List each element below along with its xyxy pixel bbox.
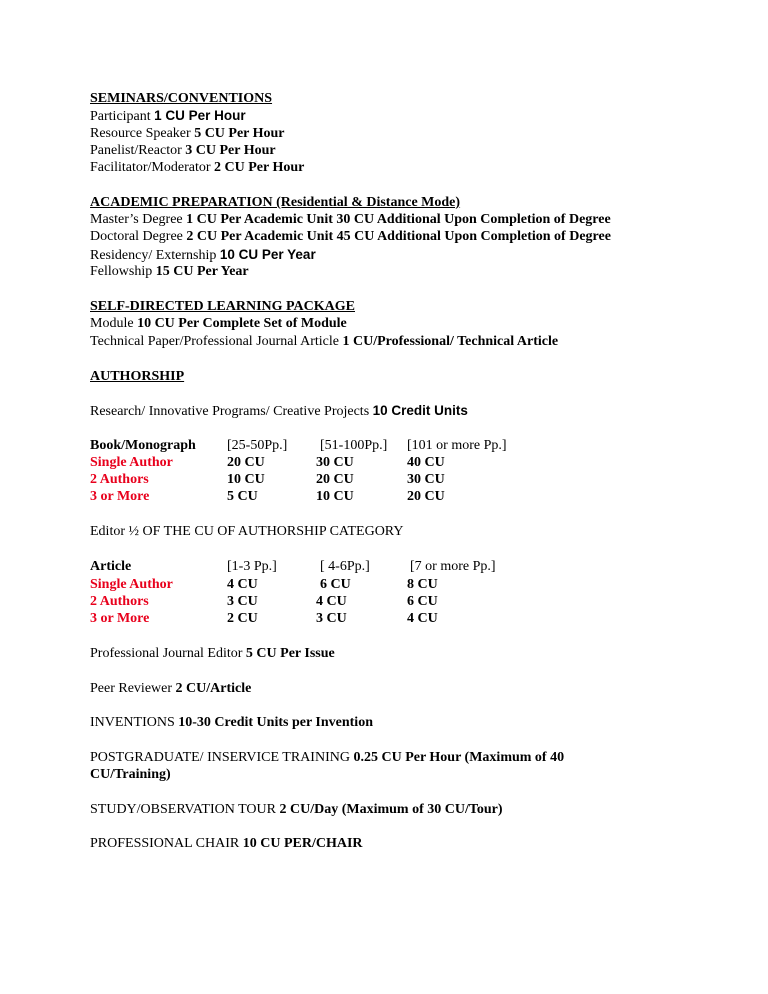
academic-heading: ACADEMIC PREPARATION (Residential & Distance Mode): [90, 195, 461, 210]
postgrad-line: [90, 749, 564, 766]
item-label: Resource Speaker: [90, 126, 191, 141]
journal-editor-line: [90, 645, 335, 662]
item-label: PROFESSIONAL CHAIR: [90, 836, 240, 851]
item-label: Doctoral Degree: [90, 229, 183, 244]
table-cell: 10 CU: [316, 489, 354, 504]
item-value: 10-30 Credit Units per Invention: [178, 715, 373, 730]
academic-item: [90, 246, 316, 264]
item-value: 2 CU Per Hour: [214, 160, 305, 175]
chair-line: [90, 835, 363, 852]
authorship-heading: AUTHORSHIP: [90, 369, 185, 384]
table-cell: 6 CU: [407, 594, 438, 609]
table-cell: 10 CU: [227, 472, 265, 487]
table-cell: 4 CU: [407, 611, 438, 626]
study-tour-line: [90, 801, 503, 818]
inventions-line: [90, 714, 373, 731]
editor-note: Editor ½ OF THE CU OF AUTHORSHIP CATEGORY: [90, 524, 404, 539]
column-header: [ 4-6Pp.]: [320, 559, 370, 574]
seminars-item: [90, 125, 285, 142]
seminars-item: [90, 159, 304, 176]
item-value: 1 CU Per Academic Unit 30 CU Additional Upon Completion of Degree: [186, 212, 611, 227]
column-header: [7 or more Pp.]: [410, 559, 496, 574]
book-table-title: Book/Monograph: [90, 438, 196, 453]
table-cell: 3 CU: [227, 594, 258, 609]
row-label: 3 or More: [90, 611, 150, 626]
item-value: 2 CU Per Academic Unit 45 CU Additional Upon Completion of Degree: [186, 229, 611, 244]
table-cell: 30 CU: [316, 455, 354, 470]
item-label: Master’s Degree: [90, 212, 183, 227]
item-label: Professional Journal Editor: [90, 646, 243, 661]
peer-reviewer-line: [90, 680, 251, 697]
row-label: 3 or More: [90, 489, 150, 504]
table-cell: 40 CU: [407, 455, 445, 470]
item-label: Peer Reviewer: [90, 681, 173, 696]
self-directed-item: [90, 333, 558, 350]
item-label: Panelist/Reactor: [90, 143, 182, 158]
item-label: Research/ Innovative Programs/ Creative Projects: [90, 404, 370, 419]
item-label: Technical Paper/Professional Journal Article: [90, 334, 339, 349]
item-value: 15 CU Per Year: [155, 264, 249, 279]
row-label: 2 Authors: [90, 472, 149, 487]
seminars-item: [90, 142, 276, 159]
table-cell: 30 CU: [407, 472, 445, 487]
academic-item: [90, 228, 611, 245]
seminars-heading: SEMINARS/CONVENTIONS: [90, 91, 273, 106]
row-label: Single Author: [90, 577, 173, 592]
column-header: [1-3 Pp.]: [227, 559, 277, 574]
table-cell: 2 CU: [227, 611, 258, 626]
self-directed-item: [90, 315, 347, 332]
item-label: Residency/ Externship: [90, 248, 217, 263]
item-label: Fellowship: [90, 264, 153, 279]
item-value: 3 CU Per Hour: [185, 143, 276, 158]
research-line: [90, 402, 468, 420]
table-cell: 20 CU: [227, 455, 265, 470]
academic-item: [90, 211, 611, 228]
item-value: 1 CU Per Hour: [154, 108, 246, 123]
table-cell: 3 CU: [316, 611, 347, 626]
row-label: 2 Authors: [90, 594, 149, 609]
table-cell: 20 CU: [407, 489, 445, 504]
item-label: POSTGRADUATE/ INSERVICE TRAINING: [90, 750, 350, 765]
item-value: 10 CU PER/CHAIR: [242, 836, 363, 851]
postgrad-line-continued: CU/Training): [90, 767, 171, 782]
table-cell: 6 CU: [320, 577, 351, 592]
item-value: 2 CU/Day (Maximum of 30 CU/Tour): [279, 802, 503, 817]
article-table-title: Article: [90, 559, 132, 574]
academic-item: [90, 263, 249, 280]
table-cell: 5 CU: [227, 489, 258, 504]
table-cell: 8 CU: [407, 577, 438, 592]
self-directed-heading: SELF-DIRECTED LEARNING PACKAGE: [90, 299, 355, 314]
item-label: Module: [90, 316, 134, 331]
seminars-item: [90, 107, 246, 125]
item-value: 2 CU/Article: [175, 681, 252, 696]
table-cell: 4 CU: [227, 577, 258, 592]
table-cell: 20 CU: [316, 472, 354, 487]
table-cell: 4 CU: [316, 594, 347, 609]
column-header: [101 or more Pp.]: [407, 438, 507, 453]
column-header: [51-100Pp.]: [320, 438, 388, 453]
column-header: [25-50Pp.]: [227, 438, 288, 453]
item-value: 5 CU Per Issue: [245, 646, 335, 661]
row-label: Single Author: [90, 455, 173, 470]
item-label: INVENTIONS: [90, 715, 175, 730]
item-value: 1 CU/Professional/ Technical Article: [342, 334, 559, 349]
item-label: Facilitator/Moderator: [90, 160, 211, 175]
item-value: 0.25 CU Per Hour (Maximum of 40: [353, 750, 565, 765]
item-value: 10 CU Per Year: [219, 247, 316, 262]
item-value: 10 CU Per Complete Set of Module: [137, 316, 347, 331]
item-label: STUDY/OBSERVATION TOUR: [90, 802, 276, 817]
item-value: 5 CU Per Hour: [194, 126, 285, 141]
item-value: 10 Credit Units: [372, 403, 468, 418]
item-label: Participant: [90, 109, 151, 124]
